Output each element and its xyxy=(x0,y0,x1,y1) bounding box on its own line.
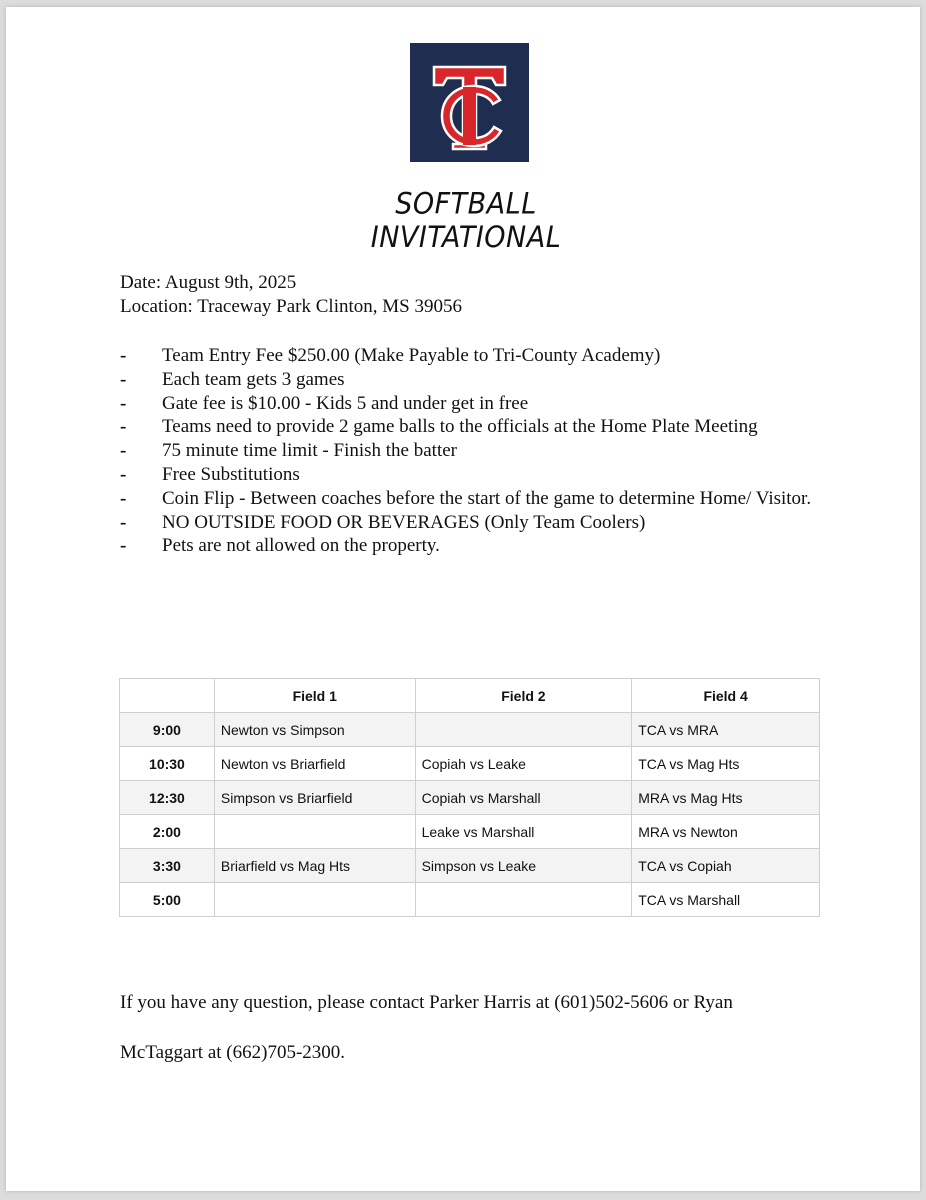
field-2-cell: Leake vs Marshall xyxy=(415,815,632,849)
rule-item: - Free Substitutions xyxy=(120,463,300,485)
event-location: Location: Traceway Park Clinton, MS 39056 xyxy=(120,296,462,317)
bullet-dash: - xyxy=(120,463,127,485)
event-date: Date: August 9th, 2025 xyxy=(120,272,297,293)
field-1-cell: Newton vs Briarfield xyxy=(214,747,415,781)
rule-item: - Each team gets 3 games xyxy=(120,368,345,390)
bullet-dash: - xyxy=(120,368,127,390)
field-4-cell: MRA vs Mag Hts xyxy=(632,781,820,815)
table-row xyxy=(120,849,820,883)
field-2-cell: Simpson vs Leake xyxy=(415,849,632,883)
time-cell: 10:30 xyxy=(120,747,215,781)
contact-info xyxy=(120,991,820,1065)
bullet-dash: - xyxy=(120,440,127,462)
rule-item: - Coin Flip - Between coaches before the start of the game to determine Home/ Visitor. xyxy=(120,487,812,509)
schedule-table xyxy=(119,678,820,917)
table-header-row xyxy=(120,679,820,713)
field-2-cell: Copiah vs Marshall xyxy=(415,781,632,815)
table-row xyxy=(120,747,820,781)
flyer-page xyxy=(6,7,920,1191)
field-1-cell: Briarfield vs Mag Hts xyxy=(214,849,415,883)
tc-logo-mark xyxy=(410,43,529,162)
field-1-cell: Simpson vs Briarfield xyxy=(214,781,415,815)
bullet-dash: - xyxy=(120,416,127,438)
tc-logo xyxy=(410,43,529,162)
rule-item: - Teams need to provide 2 game balls to the officials at the Home Plate Meeting xyxy=(120,416,758,438)
header-cell-field-2: Field 2 xyxy=(415,679,632,713)
contact-line-1: If you have any question, please contact Parker Harris at (601)502-5606 or Ryan xyxy=(120,992,733,1013)
bullet-dash: - xyxy=(120,345,127,366)
table-row xyxy=(120,883,820,917)
rules-list xyxy=(120,344,840,558)
field-1-cell xyxy=(214,815,415,849)
field-2-cell xyxy=(415,713,632,747)
field-2-cell xyxy=(415,883,632,917)
time-cell: 5:00 xyxy=(120,883,215,917)
bullet-dash: - xyxy=(120,392,127,414)
rule-item: - Team Entry Fee $250.00 (Make Payable to Tri-County Academy) xyxy=(120,345,661,366)
time-cell: 2:00 xyxy=(120,815,215,849)
field-4-cell: TCA vs MRA xyxy=(632,713,820,747)
table-row xyxy=(120,781,820,815)
header-cell-time xyxy=(120,679,215,713)
event-info xyxy=(120,271,462,319)
rule-item: - 75 minute time limit - Finish the batter xyxy=(120,440,457,462)
table-row xyxy=(120,713,820,747)
rule-item: - NO OUTSIDE FOOD OR BEVERAGES (Only Team Coolers) xyxy=(120,511,646,533)
rule-item: - Gate fee is $10.00 - Kids 5 and under get in free xyxy=(120,392,529,414)
time-cell: 12:30 xyxy=(120,781,215,815)
field-1-cell: Newton vs Simpson xyxy=(214,713,415,747)
header-cell-field-4: Field 4 xyxy=(632,679,820,713)
header-cell-field-1: Field 1 xyxy=(214,679,415,713)
bullet-dash: - xyxy=(120,511,127,533)
contact-line-2: McTaggart at (662)705-2300. xyxy=(120,1042,346,1063)
page-title: SOFTBALL INVITATIONAL xyxy=(370,187,562,255)
field-2-cell: Copiah vs Leake xyxy=(415,747,632,781)
table-row xyxy=(120,815,820,849)
rule-item: - Pets are not allowed on the property. xyxy=(120,535,440,557)
field-1-cell xyxy=(214,883,415,917)
bullet-dash: - xyxy=(120,535,127,557)
field-4-cell: MRA vs Newton xyxy=(632,815,820,849)
field-4-cell: TCA vs Mag Hts xyxy=(632,747,820,781)
bullet-dash: - xyxy=(120,487,127,509)
time-cell: 9:00 xyxy=(120,713,215,747)
time-cell: 3:30 xyxy=(120,849,215,883)
field-4-cell: TCA vs Copiah xyxy=(632,849,820,883)
field-4-cell: TCA vs Marshall xyxy=(632,883,820,917)
